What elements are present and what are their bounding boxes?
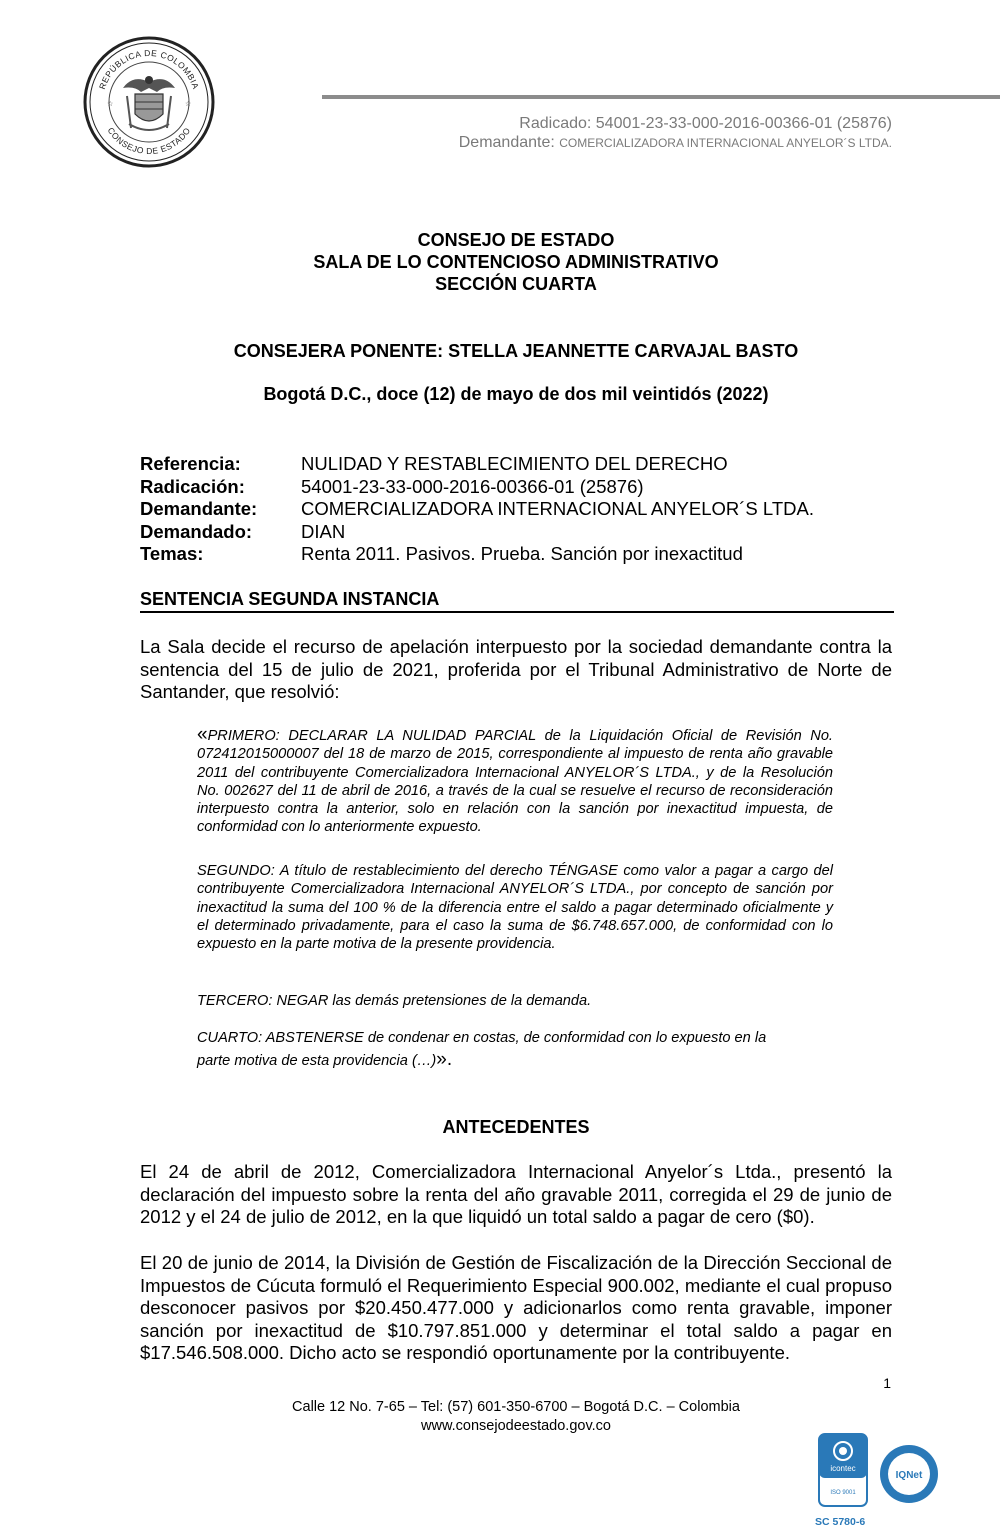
footer-address: Calle 12 No. 7-65 – Tel: (57) 601-350-6700 – Bogotá D.C. – Colombia [292, 1399, 740, 1415]
ponente: CONSEJERA PONENTE: STELLA JEANNETTE CARVAJAL BASTO [233, 341, 799, 361]
header-demandante-label: Demandante: [458, 134, 555, 151]
reference-key: Radicación: [140, 475, 245, 497]
reference-value: COMERCIALIZADORA INTERNACIONAL ANYELOR´S LTDA. [301, 498, 814, 519]
reference-row [140, 476, 814, 499]
section-title-sentencia: SENTENCIA SEGUNDA INSTANCIA [140, 589, 894, 613]
quote-segundo: SEGUNDO: A título de restablecimiento del derecho TÉNGASE como valor a pagar a cargo del contribuyente Comercializadora Internacional ANYELOR´S LTDA., por concepto de sanción por inexactitud la suma del 100 % de la diferencia entre el saldo a pagar determinado oficialmente y el determinado privadamente, para el caso la suma de $6.748.657.000, de conformidad con lo expuesto en la parte motiva de la presente providencia. [197, 863, 833, 953]
quote-tercero: TERCERO: NEGAR las demás pretensiones de la demanda. [197, 993, 592, 1009]
court-line-2: SALA DE LO CONTENCIOSO ADMINISTRATIVO [313, 252, 719, 272]
quote-cuarto-line-2: parte motiva de esta providencia (…) [197, 1053, 437, 1070]
icontec-certification-logo [818, 1433, 868, 1507]
seal-top-text: REPÚBLICA DE COLOMBIA [96, 47, 202, 91]
quote-cuarto [197, 1029, 833, 1071]
quote-cuarto-line-2-wrap [197, 1051, 452, 1070]
reference-row [140, 543, 814, 566]
page-number: 1 [883, 1375, 891, 1391]
court-heading [140, 229, 892, 295]
quote-primero-text: PRIMERO: DECLARAR LA NULIDAD PARCIAL de la Liquidación Oficial de Revisión No. 072412015000007 del 18 de marzo de 2015, correspondiente al impuesto de renta año gravable 2011 del contribuyente Comercializadora Internacional ANYELOR´S LTDA., y de la Resolución No. 002627 del 11 de abril de 2016, a través de la cual se resuelve el recurso de reconsideración interpuesto contra la anterior, solo en relación con la sanción por inexactitud impuesta, de conformidad con lo anteriormente expuesto. [197, 728, 833, 836]
reference-key: Demandado: [140, 520, 253, 542]
reference-block [140, 453, 814, 566]
section-title-antecedentes: ANTECEDENTES [442, 1117, 590, 1137]
reference-value: 54001-23-33-000-2016-00366-01 (25876) [301, 475, 644, 497]
reference-row [140, 521, 814, 544]
footer [140, 1398, 892, 1436]
quote-cuarto-line-1: CUARTO: ABSTENERSE de condenar en costas, de conformidad con lo expuesto en la [197, 1030, 767, 1046]
sc-certificate-code: SC 5780-6 [815, 1516, 866, 1528]
antecedentes-paragraph-1: El 24 de abril de 2012, Comercializadora Internacional Anyelor´s Ltda., presentó la declaración del impuesto sobre la renta del año gravable 2011, corregida el 29 de junio de 2012 y el 24 de julio de 2012, en la que liquidó un total saldo a pagar de cero ($0). [140, 1161, 892, 1227]
decision-date: Bogotá D.C., doce (12) de mayo de dos mil veintidós (2022) [263, 384, 769, 404]
icontec-iso: ISO 9001 [830, 1490, 856, 1496]
court-line-1: CONSEJO DE ESTADO [417, 230, 615, 250]
reference-value: NULIDAD Y RESTABLECIMIENTO DEL DERECHO [301, 453, 728, 474]
header-demandante [459, 133, 892, 153]
intro-paragraph: La Sala decide el recurso de apelación interpuesto por la sociedad demandante contra la sentencia del 15 de julio de 2021, proferida por el Tribunal Administrativo de Norte de Santander, que resolvió: [140, 636, 892, 702]
quote-close-mark: ». [436, 1049, 453, 1071]
reference-key: Demandante: [140, 498, 258, 519]
iqnet-certification-logo [878, 1443, 940, 1505]
quote-open-mark: « [197, 724, 208, 745]
header-radicado: Radicado: 54001-23-33-000-2016-00366-01 (25876) [519, 115, 892, 132]
quote-primero [197, 726, 833, 837]
svg-text:☆: ☆ [185, 101, 192, 108]
consejo-de-estado-seal [83, 36, 215, 168]
reference-value: DIAN [301, 520, 346, 542]
header-meta [459, 114, 892, 153]
court-line-3: SECCIÓN CUARTA [435, 274, 597, 294]
seal-bottom-text: CONSEJO DE ESTADO [105, 125, 193, 157]
reference-value: Renta 2011. Pasivos. Prueba. Sanción por inexactitud [301, 543, 743, 564]
antecedentes-paragraph-2: El 20 de junio de 2014, la División de Gestión de Fiscalización de la Dirección Seccional de Impuestos de Cúcuta formuló el Requerimiento Especial 900.002, mediante el cual propuso desconocer pasivos por $20.450.477.000 y adicionarlos como renta gravable, imponer sanción por inexactitud de $10.797.851.000 y determinar el total saldo a pagar en $17.546.508.000. Dicho acto se respondió oportunamente por la contribuyente. [140, 1252, 892, 1363]
reference-row [140, 498, 814, 521]
reference-key: Temas: [140, 543, 204, 564]
reference-key: Referencia: [140, 453, 241, 474]
iqnet-name: IQNet [895, 1470, 923, 1481]
footer-website: www.consejodeestado.gov.co [421, 1418, 611, 1434]
icontec-name: icontec [830, 1464, 856, 1473]
header-rule [322, 95, 1000, 99]
reference-row [140, 453, 814, 476]
header-demandante-value: COMERCIALIZADORA INTERNACIONAL ANYELOR´S LTDA. [559, 136, 892, 150]
svg-text:☆: ☆ [107, 101, 114, 108]
